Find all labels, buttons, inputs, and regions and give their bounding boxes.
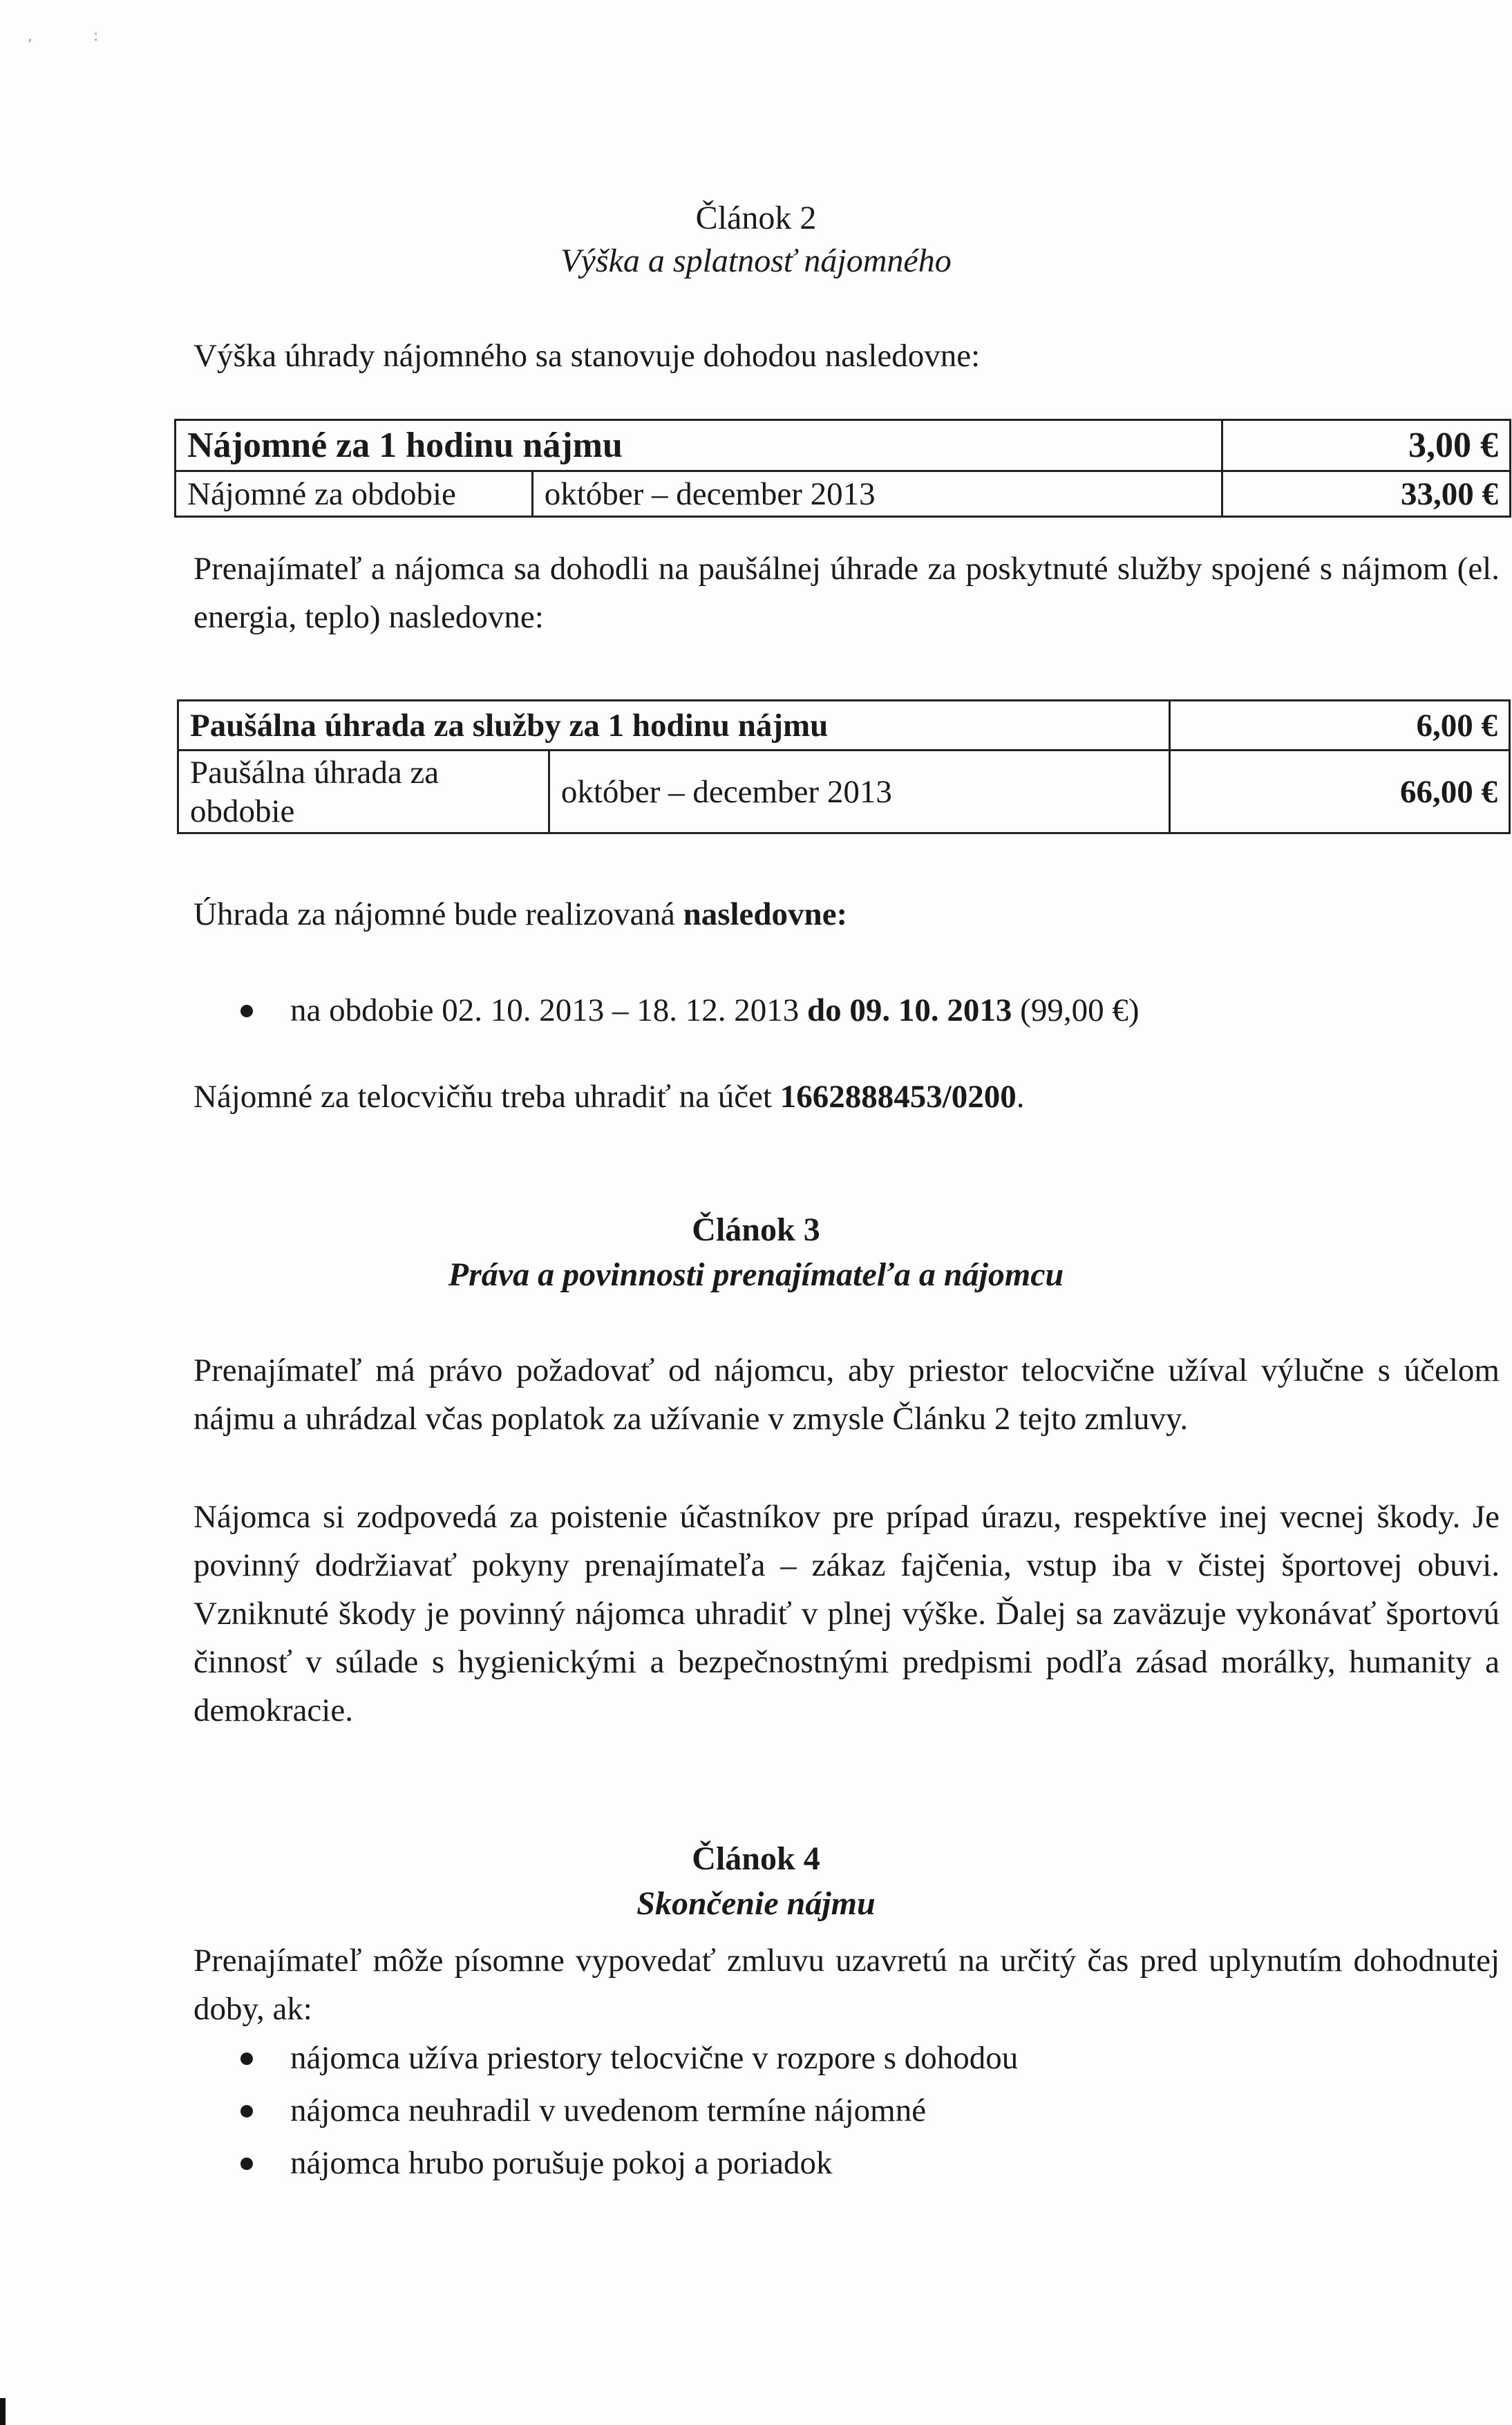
bullet-dot-icon <box>240 2053 253 2065</box>
rent-table-row <box>176 471 1511 517</box>
article-2-title: Článok 2 <box>695 200 817 236</box>
payment-line-bold: nasledovne: <box>683 896 848 932</box>
rent-table <box>174 419 1511 518</box>
services-hourly-label: Paušálna úhrada za služby za 1 hodinu nájmu <box>178 701 1170 751</box>
services-table-row <box>178 701 1510 751</box>
rent-hourly-label: Nájomné za 1 hodinu nájmu <box>176 420 1222 471</box>
article-2-services-intro: Prenajímateľ a nájomca sa dohodli na paušálnej úhrade za poskytnuté služby spojené s nájmom (el. energia, teplo) nasledovne: <box>193 551 1500 635</box>
bullet-dot-icon <box>240 2158 253 2170</box>
payment-due-date: do 09. 10. 2013 <box>807 992 1012 1028</box>
payment-line <box>193 890 1500 938</box>
bullet-dot-icon <box>240 2105 253 2117</box>
bullet-dot-icon <box>240 1005 253 1017</box>
services-table <box>177 699 1511 834</box>
payment-amount: (99,00 €) <box>1012 992 1140 1028</box>
account-line-text: Nájomné za telocvičňu treba uhradiť na účet <box>193 1079 780 1115</box>
termination-reason: nájomca užíva priestory telocvične v rozpore s dohodou <box>290 2040 1019 2076</box>
scan-speck: : <box>93 28 99 45</box>
article-4-subtitle: Skončenie nájmu <box>636 1885 876 1922</box>
article-2-subtitle: Výška a splatnosť nájomného <box>560 243 952 279</box>
services-hourly-value: 6,00 € <box>1170 701 1510 751</box>
article-3-subtitle: Práva a povinnosti prenajímateľa a nájomcu <box>448 1256 1064 1293</box>
termination-reasons-list <box>235 2032 1479 2189</box>
services-period-dates: október – december 2013 <box>549 751 1169 833</box>
rent-period-dates: október – december 2013 <box>532 471 1222 517</box>
account-number: 1662888453/0200 <box>779 1079 1017 1115</box>
services-table-row <box>178 751 1510 833</box>
rent-period-label: Nájomné za obdobie <box>176 471 533 517</box>
article-2-intro: Výška úhrady nájomného sa stanovuje dohodou nasledovne: <box>193 338 981 374</box>
payment-bullet-list <box>235 984 1479 1037</box>
list-item <box>235 2032 1479 2084</box>
account-line <box>193 1073 1500 1121</box>
payment-period: na obdobie 02. 10. 2013 – 18. 12. 2013 <box>290 992 808 1028</box>
article-4-title: Článok 4 <box>692 1840 820 1877</box>
account-line-end: . <box>1016 1079 1025 1115</box>
article-3-paragraph-1: Prenajímateľ má právo požadovať od nájomcu, aby priestor telocvične užíval výlučne s účelom nájmu a uhrádzal včas poplatok za užívanie v zmysle Článku 2 tejto zmluvy. <box>193 1352 1500 1437</box>
rent-table-row <box>176 420 1511 471</box>
rent-hourly-value: 3,00 € <box>1222 420 1511 471</box>
rent-period-value: 33,00 € <box>1222 471 1511 517</box>
list-item <box>235 984 1479 1037</box>
termination-reason: nájomca neuhradil v uvedenom termíne nájomné <box>290 2093 927 2129</box>
list-item <box>235 2084 1479 2137</box>
scan-edge-mark <box>0 2398 6 2425</box>
article-4-intro: Prenajímateľ môže písomne vypovedať zmluvu uzavretú na určitý čas pred uplynutím dohodnutej doby, ak: <box>193 1943 1500 2027</box>
list-item <box>235 2137 1479 2189</box>
article-3-title: Článok 3 <box>692 1211 820 1248</box>
termination-reason: nájomca hrubo porušuje pokoj a poriadok <box>290 2145 833 2181</box>
payment-line-text: Úhrada za nájomné bude realizovaná <box>193 896 683 932</box>
article-3-paragraph-2: Nájomca si zodpovedá za poistenie účastníkov pre prípad úrazu, respektíve inej vecnej škody. Je povinný dodržiavať pokyny prenajímateľa – zákaz fajčenia, vstup iba v čistej športovej obuvi. Vzniknuté škody je povinný nájomca uhradiť v plnej výške. Ďalej sa zaväzuje vykonávať športovú činnosť v súlade s hygienickými a bezpečnostnými predpismi podľa zásad morálky, humanity a demokracie. <box>193 1499 1500 1728</box>
services-period-label: Paušálna úhrada za obdobie <box>178 751 549 833</box>
scan-speck: , <box>28 28 32 45</box>
services-period-value: 66,00 € <box>1170 751 1510 833</box>
